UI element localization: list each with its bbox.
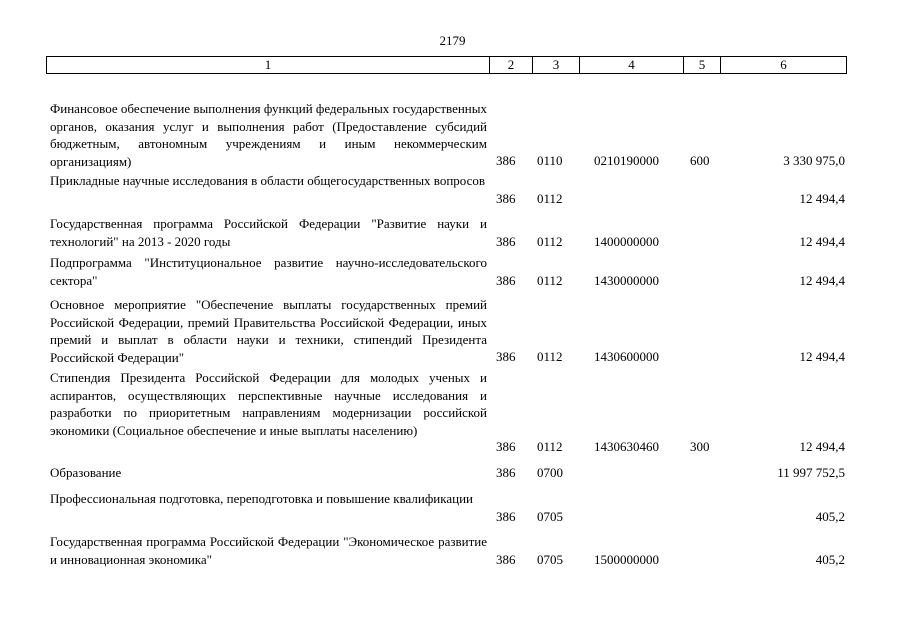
row-col-4: 1430000000: [594, 273, 659, 288]
header-col-6: 6: [720, 57, 846, 73]
page-number: 2179: [439, 33, 466, 48]
row-description: Стипендия Президента Российской Федерации для молодых ученых и аспирантов, осуществляющих перспективные научные исследования и разработки по приоритетным направлениям модернизации российской экономики (Социальное обеспечение и иные выплаты населению): [50, 370, 487, 438]
table-header: [46, 56, 847, 74]
row-col-4: 0210190000: [594, 153, 659, 168]
row-col-2: 386: [496, 439, 516, 454]
header-col-3: 3: [532, 57, 579, 73]
row-col-6: 12 494,4: [799, 191, 845, 206]
row-col-3: 0112: [537, 273, 563, 288]
row-col-2: 386: [496, 234, 516, 249]
row-col-2: 386: [496, 153, 516, 168]
row-col-3: 0112: [537, 349, 563, 364]
row-description: Прикладные научные исследования в области общегосударственных вопросов: [50, 173, 486, 188]
row-col-2: 386: [496, 191, 516, 206]
row-col-3: 0112: [537, 439, 563, 454]
header-col-1: 1: [264, 57, 272, 72]
row-description: Основное мероприятие "Обеспечение выплаты государственных премий Российской Федерации, премий Правительства Российской Федерации, иных премий и выплат в области науки и техники, стипендий Президента Российской Федерации": [50, 297, 487, 365]
row-col-3: 0112: [537, 234, 563, 249]
row-col-6: 3 330 975,0: [783, 153, 845, 168]
row-col-5: 600: [690, 153, 710, 168]
row-col-2: 386: [496, 349, 516, 364]
row-col-4: 1400000000: [594, 234, 659, 249]
row-description: Государственная программа Российской Федерации "Экономическое развитие и инновационная экономика": [50, 534, 487, 567]
row-col-2: 386: [496, 509, 516, 524]
row-col-3: 0110: [537, 153, 563, 168]
row-col-4: 1430600000: [594, 349, 659, 364]
row-col-2: 386: [496, 552, 516, 567]
row-col-4: 1500000000: [594, 552, 659, 567]
header-col-2: 2: [489, 57, 532, 73]
row-col-6: 11 997 752,5: [777, 465, 845, 480]
row-col-6: 12 494,4: [799, 273, 845, 288]
row-description: Финансовое обеспечение выполнения функций федеральных государственных органов, оказания услуг и выполнения работ (Предоставление субсидий бюджетным, автономным учреждениям и иным некоммерческим организациям): [50, 101, 487, 169]
row-col-3: 0112: [537, 191, 563, 206]
row-col-2: 386: [496, 465, 516, 480]
row-description: Профессиональная подготовка, переподготовка и повышение квалификации: [50, 491, 474, 506]
row-col-6: 12 494,4: [799, 234, 845, 249]
row-col-4: 1430630460: [594, 439, 659, 454]
header-col-5: 5: [683, 57, 720, 73]
row-description: Подпрограмма "Институциональное развитие научно-исследовательского сектора": [50, 255, 487, 288]
row-col-6: 405,2: [815, 552, 845, 567]
row-col-6: 12 494,4: [799, 349, 845, 364]
row-col-3: 0705: [537, 509, 563, 524]
row-description: Образование: [50, 465, 122, 480]
row-col-3: 0705: [537, 552, 563, 567]
row-col-6: 12 494,4: [799, 439, 845, 454]
header-col-4: 4: [579, 57, 683, 73]
row-col-5: 300: [690, 439, 710, 454]
row-col-3: 0700: [537, 465, 563, 480]
row-col-6: 405,2: [815, 509, 845, 524]
row-description: Государственная программа Российской Федерации "Развитие науки и технологий" на 2013 - 2020 годы: [50, 216, 487, 249]
row-col-2: 386: [496, 273, 516, 288]
